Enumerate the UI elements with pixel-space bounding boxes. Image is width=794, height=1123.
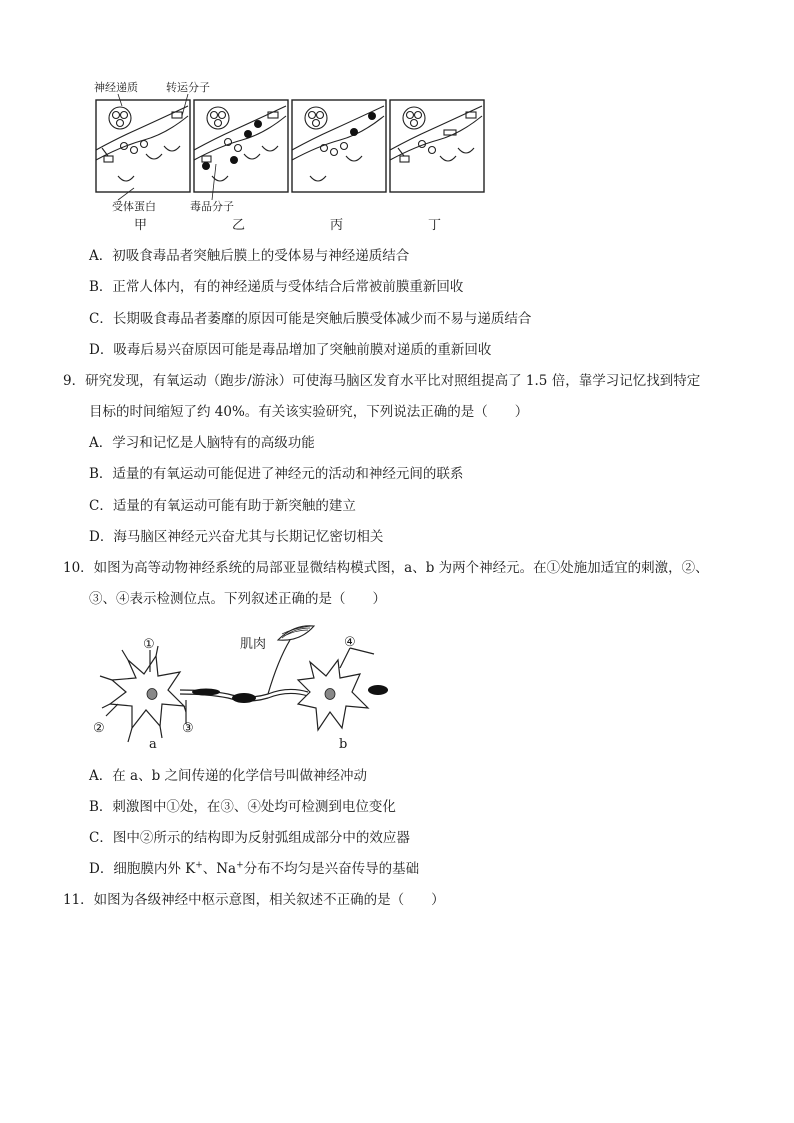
q10-option-d (89, 860, 419, 878)
q9-option-a: A．学习和记忆是人脑特有的高级功能 (89, 435, 315, 451)
q8-option-d: D．吸毒后易兴奋原因可能是毒品增加了突触前膜对递质的重新回收 (89, 342, 492, 358)
q10-option-c: C．图中②所示的结构即为反射弧组成部分中的效应器 (89, 830, 410, 846)
q8-option-b: B．正常人体内，有的神经递质与受体结合后常被前膜重新回收 (89, 279, 464, 295)
q10-option-a: A．在 a、b 之间传递的化学信号叫做神经冲动 (89, 768, 368, 784)
synapse-figure (88, 76, 498, 236)
synapse-figure-svg (88, 76, 498, 236)
q9-stem-line1: 9．研究发现，有氧运动（跑步/游泳）可使海马脑区发育水平比对照组提高了 1.5 倍，靠学习记忆找到特定 (63, 373, 701, 389)
panel-label-1: 甲 (134, 218, 148, 233)
q9-option-c: C．适量的有氧运动可能有助于新突触的建立 (89, 498, 356, 514)
q10-option-d-prefix: D．细胞膜内外 K (89, 861, 196, 877)
label-drug: 毒品分子 (190, 200, 234, 213)
label-neurotransmitter: 神经递质 (94, 81, 138, 94)
q8-option-c: C．长期吸食毒品者萎靡的原因可能是突触后膜受体减少而不易与递质结合 (89, 311, 532, 327)
panel-label-2: 乙 (232, 218, 246, 233)
label-neuron-a: a (149, 737, 157, 752)
label-site-1: ① (143, 637, 155, 652)
label-transporter: 转运分子 (166, 81, 210, 94)
q10-option-d-mid: 、Na (202, 861, 237, 877)
panel-label-4: 丁 (428, 218, 442, 233)
q10-stem-line1: 10．如图为高等动物神经系统的局部亚显微结构模式图，a、b 为两个神经元。在①处施加适宜的刺激，②、 (63, 560, 709, 576)
q9-stem-line2: 目标的时间缩短了约 40%。有关该实验研究，下列说法正确的是（ ） (89, 404, 529, 420)
q10-stem-line2: ③、④表示检测位点。下列叙述正确的是（ ） (89, 591, 386, 607)
label-site-4: ④ (344, 635, 356, 650)
label-site-3: ③ (182, 721, 194, 736)
q8-option-a: A．初吸食毒品者突触后膜上的受体易与神经递质结合 (89, 248, 410, 264)
panel-label-3: 丙 (330, 218, 344, 233)
q10-option-d-suffix: 分布不均匀是兴奋传导的基础 (243, 861, 420, 877)
q9-option-d: D．海马脑区神经元兴奋尤其与长期记忆密切相关 (89, 529, 384, 545)
q10-option-d-sup2: + (236, 860, 244, 871)
label-neuron-b: b (339, 737, 348, 752)
q9-option-b: B．适量的有氧运动可能促进了神经元的活动和神经元间的联系 (89, 466, 464, 482)
q10-option-d-sup1: + (195, 860, 203, 871)
neuron-figure (88, 620, 408, 756)
q11-stem-line1: 11．如图为各级神经中枢示意图，相关叙述不正确的是（ ） (63, 892, 445, 908)
neuron-figure-svg (88, 620, 408, 756)
label-muscle: 肌肉 (240, 637, 267, 652)
label-site-2: ② (93, 721, 105, 736)
label-receptor: 受体蛋白 (112, 200, 156, 213)
q10-option-b: B．刺激图中①处，在③、④处均可检测到电位变化 (89, 799, 396, 815)
